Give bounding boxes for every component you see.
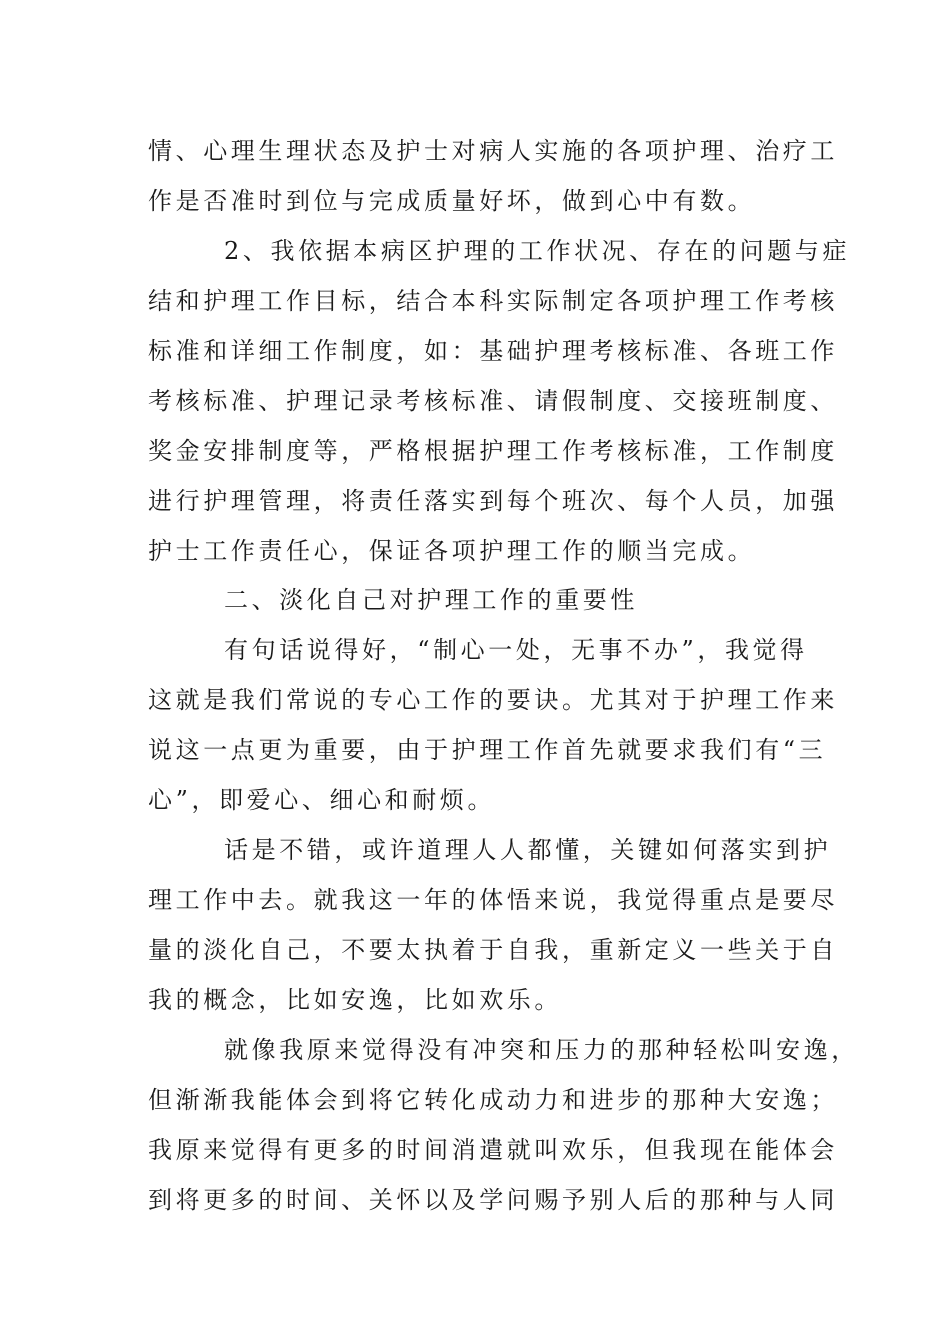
text-line: 结和护理工作目标，结合本科实际制定各项护理工作考核	[148, 287, 838, 315]
text-line: 标准和详细工作制度，如：基础护理考核标准、各班工作	[148, 337, 838, 365]
text-line: 到将更多的时间、关怀以及学问赐予别人后的那种与人同	[148, 1186, 838, 1214]
text-line: 2、我依据本病区护理的工作状况、存在的问题与症	[224, 237, 851, 265]
section-heading: 二、淡化自己对护理工作的重要性	[224, 586, 638, 614]
text-line: 我原来觉得有更多的时间消遣就叫欢乐，但我现在能体会	[148, 1136, 838, 1164]
text-line: 心”，即爱心、细心和耐烦。	[148, 786, 496, 814]
text-line: 说这一点更为重要，由于护理工作首先就要求我们有“三	[148, 736, 827, 764]
text-line: 作是否准时到位与完成质量好坏，做到心中有数。	[148, 187, 756, 215]
text-line: 进行护理管理，将责任落实到每个班次、每个人员，加强	[148, 487, 838, 515]
text-line: 量的淡化自己，不要太执着于自我，重新定义一些关于自	[148, 936, 838, 964]
text-line: 护士工作责任心，保证各项护理工作的顺当完成。	[148, 537, 756, 565]
text-line: 理工作中去。就我这一年的体悟来说，我觉得重点是要尽	[148, 886, 838, 914]
text-line: 但渐渐我能体会到将它转化成动力和进步的那种大安逸；	[148, 1086, 838, 1114]
text-line: 考核标准、护理记录考核标准、请假制度、交接班制度、	[148, 387, 838, 415]
text-line: 奖金安排制度等，严格根据护理工作考核标准，工作制度	[148, 437, 838, 465]
text-line: 有句话说得好，“制心一处，无事不办”，我觉得	[224, 636, 808, 664]
text-line: 这就是我们常说的专心工作的要诀。尤其对于护理工作来	[148, 686, 838, 714]
text-line: 话是不错，或许道理人人都懂，关键如何落实到护	[224, 836, 832, 864]
text-line: 就像我原来觉得没有冲突和压力的那种轻松叫安逸，	[224, 1036, 859, 1064]
text-line: 情、心理生理状态及护士对病人实施的各项护理、治疗工	[148, 137, 838, 165]
text-line: 我的概念，比如安逸，比如欢乐。	[148, 986, 562, 1014]
